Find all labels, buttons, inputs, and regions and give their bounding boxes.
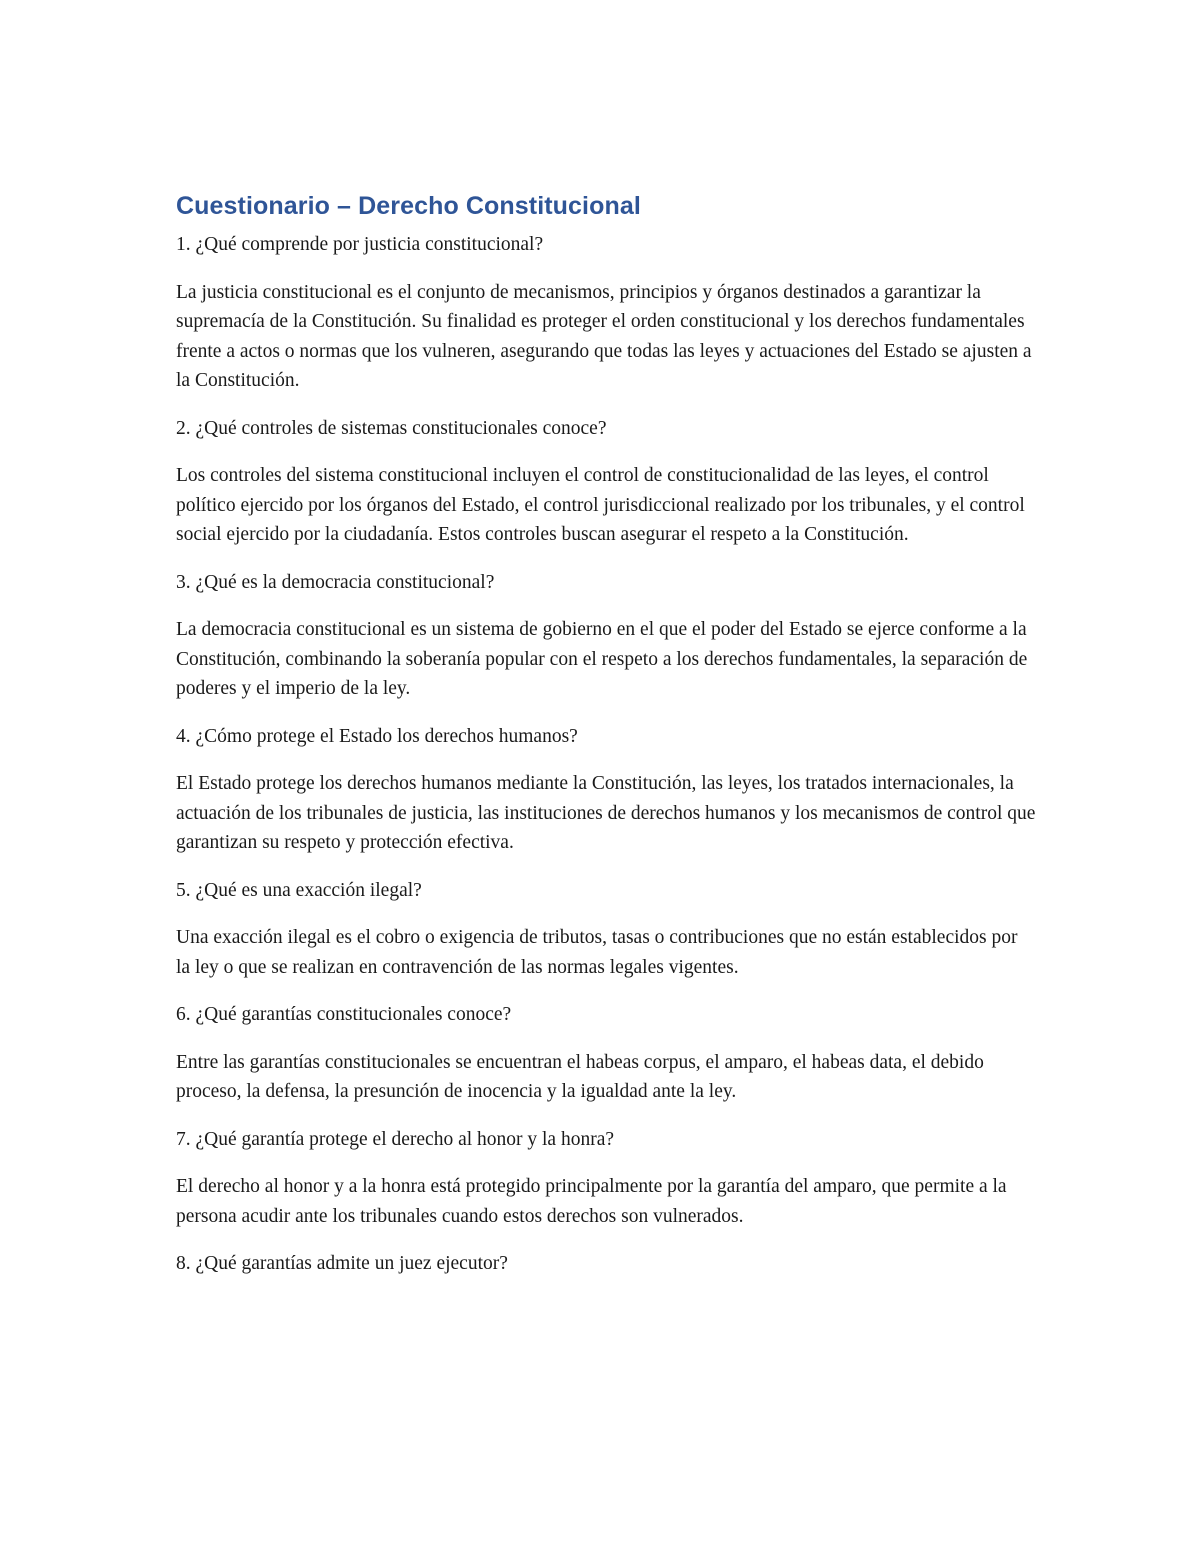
answer-3: La democracia constitucional es un sistema de gobierno en el que el poder del Estado se ejerce conforme a la Constitución, combinando la soberanía popular con el respeto a los derechos fundamentales, la separación de poderes y el imperio de la ley. xyxy=(176,619,1028,699)
question-8: 8. ¿Qué garantías admite un juez ejecutor? xyxy=(176,1253,508,1274)
question-7: 7. ¿Qué garantía protege el derecho al honor y la honra? xyxy=(176,1128,615,1150)
question-4: 4. ¿Cómo protege el Estado los derechos humanos? xyxy=(176,725,578,747)
question-1: 1. ¿Qué comprende por justicia constitucional? xyxy=(176,234,544,255)
answer-4: El Estado protege los derechos humanos mediante la Constitución, las leyes, los tratados internacionales, la actuación de los tribunales de justicia, las instituciones de derechos humanos y los mecanismos de control que garantizan su respeto y protección efectiva. xyxy=(176,773,1036,853)
question-5: 5. ¿Qué es una exacción ilegal? xyxy=(176,879,422,901)
answer-1: La justicia constitucional es el conjunto de mecanismos, principios y órganos destinados a garantizar la supremacía de la Constitución. Su finalidad es proteger el orden constitucional y los derechos fundamentales frente a actos o normas que los vulneren, asegurando que todas las leyes y actuaciones del Estado se ajusten a la Constitución. xyxy=(176,281,1032,391)
answer-5: Una exacción ilegal es el cobro o exigencia de tributos, tasas o contribuciones que no están establecidos por la ley o que se realizan en contravención de las normas legales vigentes. xyxy=(176,927,1018,978)
question-2: 2. ¿Qué controles de sistemas constitucionales conoce? xyxy=(176,417,607,439)
question-3: 3. ¿Qué es la democracia constitucional? xyxy=(176,571,495,593)
document-title: Cuestionario – Derecho Constitucional xyxy=(176,192,641,220)
answer-7: El derecho al honor y a la honra está protegido principalmente por la garantía del amparo, que permite a la persona acudir ante los tribunales cuando estos derechos son vulnerados. xyxy=(176,1176,1007,1227)
answer-2: Los controles del sistema constitucional incluyen el control de constitucionalidad de las leyes, el control político ejercido por los órganos del Estado, el control jurisdiccional realizado por los tribunales, y el control social ejercido por la ciudadanía. Estos controles buscan asegurar el respeto a la Constitución. xyxy=(176,465,1025,545)
answer-6: Entre las garantías constitucionales se encuentran el habeas corpus, el amparo, el habeas data, el debido proceso, la defensa, la presunción de inocencia y la igualdad ante la ley. xyxy=(176,1051,984,1102)
question-6: 6. ¿Qué garantías constitucionales conoce? xyxy=(176,1004,512,1025)
document-page xyxy=(176,186,1036,1297)
